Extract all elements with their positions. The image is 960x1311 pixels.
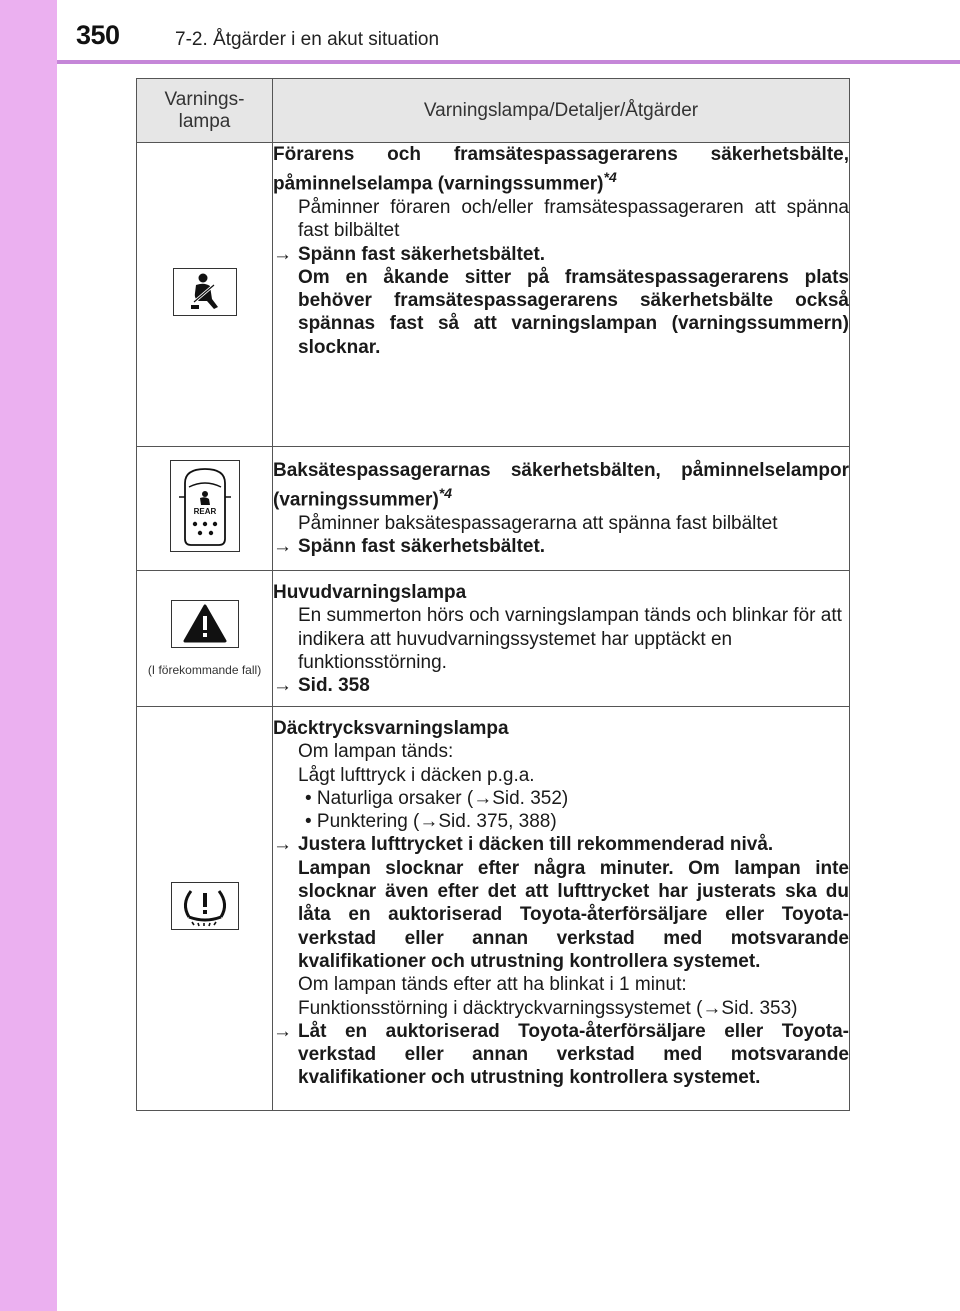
action-text: Justera lufttrycket i däcken till rekommenderad nivå.: [298, 834, 774, 856]
action-line: [273, 833, 849, 856]
action-detail: Om en åkande sitter på framsätespassagerarens plats behöver framsätespassagerarens säkerhetsbälte också spännas fast så att varningslampan (varningssummern) slocknar.: [298, 266, 849, 358]
row-title: Däcktrycksvarningslampa: [273, 718, 509, 739]
row-description: Påminner föraren och/eller framsätespassageraren att spänna fast bilbältet: [298, 196, 849, 242]
rear-label: REAR: [193, 507, 216, 516]
warning-lights-table: [136, 78, 850, 1111]
action-line: [273, 1020, 849, 1090]
row-title: Huvudvarningslampa: [273, 582, 467, 603]
col-header-lamp: [137, 79, 273, 143]
chapter-sidebar: [0, 0, 57, 1311]
text-line: Om lampan tänds:: [298, 741, 454, 763]
col-header-lamp-line1: Varnings-: [164, 88, 245, 110]
action-line: [273, 535, 849, 558]
text-line: Om lampan tänds efter att ha blinkat i 1 minut:: [298, 974, 687, 996]
action-text: Låt en auktoriserad Toyota-återförsäljare eller Toyota-verkstad eller annan verkstad med motsvarande kvalifikationer och utrustning kontrollera systemet.: [298, 1020, 849, 1089]
action-line: [273, 243, 849, 266]
icon-cell: [137, 571, 273, 707]
footnote-ref: *4: [438, 485, 453, 502]
details-cell: [273, 707, 850, 1111]
col-header-lamp-line2: lampa: [178, 110, 231, 132]
details-cell: [273, 143, 850, 447]
list-item: • Naturliga orsaker (→Sid. 352): [305, 787, 569, 809]
details-cell: [273, 447, 850, 571]
row-description: Påminner baksätespassagerarna att spänna fast bilbältet: [298, 512, 778, 534]
rear-seatbelt-reminder-icon: [170, 460, 240, 552]
action-detail: Lampan slocknar efter några minuter. Om lampan inte slocknar även efter det att lufttrycket har justerats ska du låta en auktoriserad Toyota-återförsäljare eller Toyota-verkstad eller annan verkstad med motsvarande kvalifikationer och utrustning kontrollera systemet.: [298, 857, 849, 972]
col-header-details: Varningslampa/Detaljer/Åtgärder: [273, 79, 850, 143]
action-text: Spänn fast säkerhetsbältet.: [298, 243, 546, 265]
arrow-icon: →: [273, 834, 292, 856]
master-warning-icon: [171, 600, 239, 648]
action-line: [273, 674, 849, 697]
row-title-text: Baksätespassagerarnas säkerhetsbälten, påminnelselampor (varningssummer): [273, 460, 849, 511]
list-item: • Punktering (→Sid. 375, 388): [305, 811, 557, 833]
icon-cell: [137, 143, 273, 447]
arrow-icon: →: [273, 243, 292, 265]
text-line: Funktionsstörning i däcktryckvarningssystemet (→Sid. 353): [298, 997, 798, 1019]
text-line: Lågt lufttryck i däcken p.g.a.: [298, 764, 535, 786]
row-title: [273, 459, 849, 512]
action-text: Spänn fast säkerhetsbältet.: [298, 536, 546, 558]
seatbelt-warning-icon: [173, 268, 237, 316]
icon-caption: (I förekommande fall): [147, 663, 262, 677]
table-row: [137, 143, 850, 447]
arrow-icon: →: [273, 1020, 292, 1042]
row-description: En summerton hörs och varningslampan tänds och blinkar för att indikera att huvudvarningssystemet har upptäckt en funktionsstörning.: [298, 605, 842, 673]
table-row: [137, 571, 850, 707]
row-title: [273, 143, 849, 196]
footnote-ref: *4: [603, 169, 617, 186]
action-text: Sid. 358: [298, 675, 370, 697]
header-rule: [57, 60, 960, 64]
icon-cell: [137, 707, 273, 1111]
icon-cell: [137, 447, 273, 571]
table-row: [137, 447, 850, 571]
arrow-icon: →: [273, 536, 292, 558]
arrow-icon: →: [273, 675, 292, 697]
details-cell: [273, 571, 850, 707]
section-title: 7-2. Åtgärder i en akut situation: [175, 29, 440, 50]
tire-pressure-warning-icon: [171, 882, 239, 930]
page-number: 350: [76, 20, 120, 50]
table-header-row: [137, 79, 850, 143]
table-row: [137, 707, 850, 1111]
row-title-text: Förarens och framsätespassagerarens säkerhetsbälte, påminnelselampa (varningssummer): [273, 144, 849, 195]
